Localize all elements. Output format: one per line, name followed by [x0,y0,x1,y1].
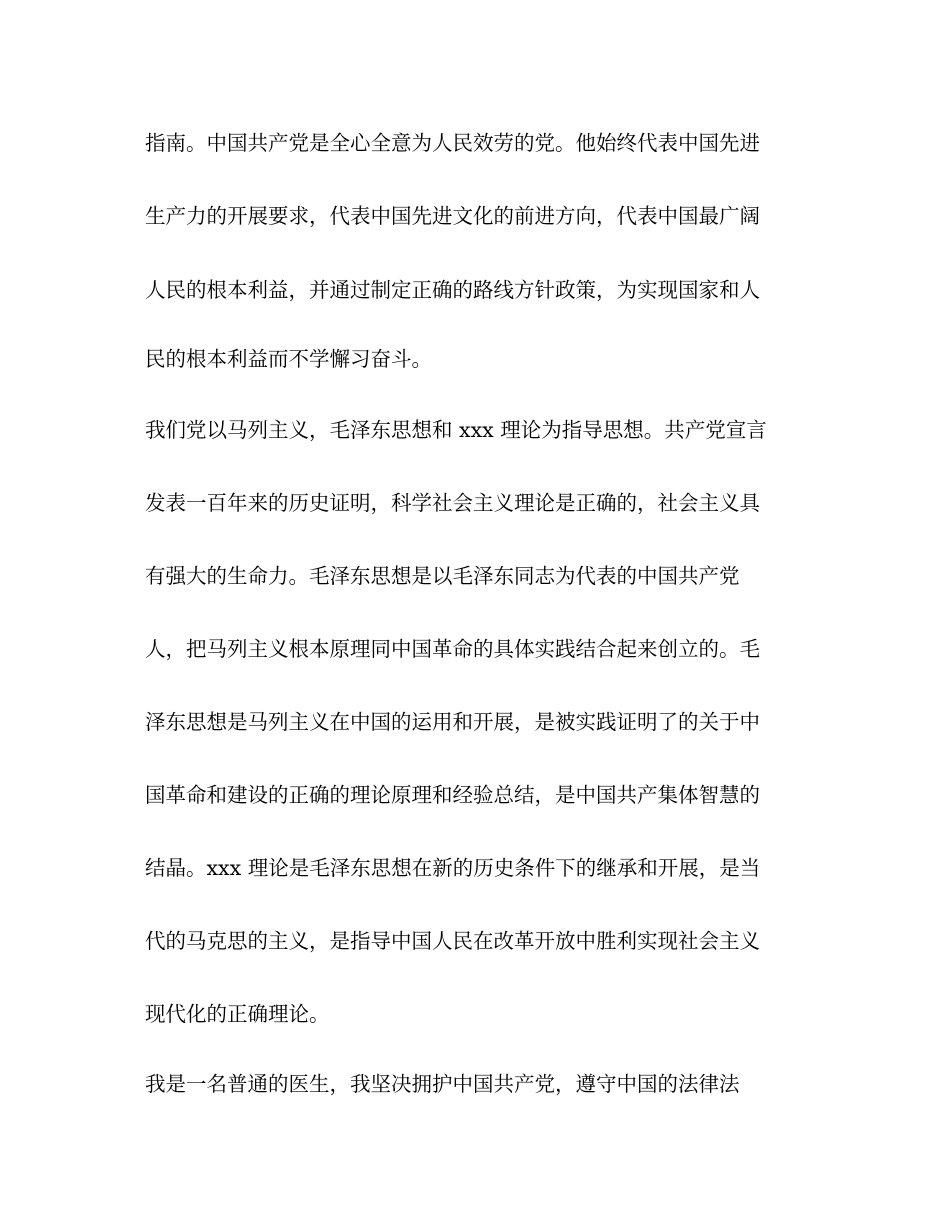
paragraph-3-line-1: 我是一名普通的医生，我坚决拥护中国共产党，遵守中国的法律法 [145,1072,740,1096]
paragraph-2-line-6: 国革命和建设的正确的理论原理和经验总结，是中国共产集体智慧的 [145,783,760,807]
paragraph-1-line-2: 生产力的开展要求，代表中国先进文化的前进方向，代表中国最广阔 [145,204,760,228]
paragraph-2-line-9: 现代化的正确理论。 [145,1002,330,1026]
paragraph-2-line-3: 有强大的生命力。毛泽东思想是以毛泽东同志为代表的中国共产党 [145,564,740,588]
paragraph-1-line-1: 指南。中国共产党是全心全意为人民效劳的党。他始终代表中国先进 [145,131,760,155]
paragraph-2-line-4: 人，把马列主义根本原理同中国革命的具体实践结合起来创立的。毛 [145,637,760,661]
paragraph-1-line-3: 人民的根本利益，并通过制定正确的路线方针政策，为实现国家和人 [145,278,760,302]
paragraph-2-line-7: 结晶。xxx 理论是毛泽东思想在新的历史条件下的继承和开展，是当 [145,856,761,880]
paragraph-2-line-8: 代的马克思的主义，是指导中国人民在改革开放中胜利实现社会主义 [145,929,760,953]
paragraph-2-line-2: 发表一百年来的历史证明，科学社会主义理论是正确的，社会主义具 [145,491,760,515]
paragraph-1-line-4: 民的根本利益而不学懈习奋斗。 [145,347,432,371]
paragraph-2-line-1: 我们党以马列主义，毛泽东思想和 xxx 理论为指导思想。共产党宣言 [145,418,767,442]
paragraph-2-line-5: 泽东思想是马列主义在中国的运用和开展，是被实践证明了的关于中 [145,710,760,734]
